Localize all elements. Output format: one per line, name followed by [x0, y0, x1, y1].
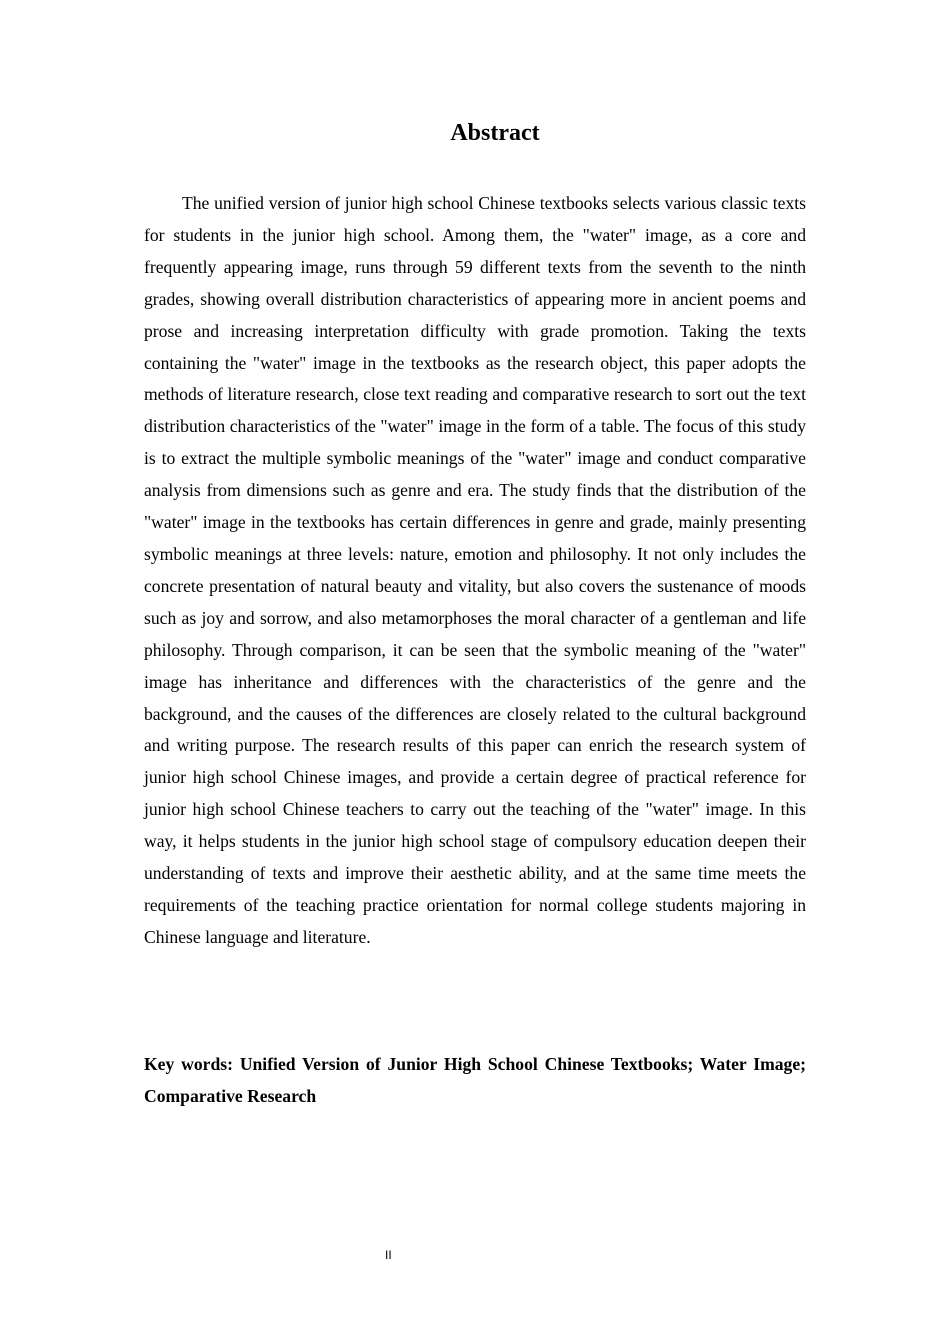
page-number: II	[385, 1248, 392, 1262]
abstract-body: The unified version of junior high school Chinese textbooks selects various classic texts for students in the junior high school. Among them, the "water" image, as a core and frequently appearing image, runs through 59 different texts from the seventh to the ninth grades, showing overall distribution characteristics of appearing more in ancient poems and prose and increasing interpretation difficulty with grade promotion. Taking the texts containing the "water" image in the textbooks as the research object, this paper adopts the methods of literature research, close text reading and comparative research to sort out the text distribution characteristics of the "water" image in the form of a table. The focus of this study is to extract the multiple symbolic meanings of the "water" image and conduct comparative analysis from dimensions such as genre and era. The study finds that the distribution of the "water" image in the textbooks has certain differences in genre and grade, mainly presenting symbolic meanings at three levels: nature, emotion and philosophy. It not only includes the concrete presentation of natural beauty and vitality, but also covers the sustenance of moods such as joy and sorrow, and also metamorphoses the moral character of a gentleman and life philosophy. Through comparison, it can be seen that the symbolic meaning of the "water" image has inheritance and differences with the characteristics of the genre and the background, and the causes of the differences are closely related to the cultural background and writing purpose. The research results of this paper can enrich the research system of junior high school Chinese images, and provide a certain degree of practical reference for junior high school Chinese teachers to carry out the teaching of the "water" image. In this way, it helps students in the junior high school stage of compulsory education deepen their understanding of texts and improve their aesthetic ability, and at the same time meets the requirements of the teaching practice orientation for normal college students majoring in Chinese language and literature.	[144, 193, 806, 947]
keywords: Key words: Unified Version of Junior High School Chinese Textbooks; Water Image; Comparative Research	[144, 1054, 806, 1106]
abstract-title: Abstract	[450, 120, 540, 146]
